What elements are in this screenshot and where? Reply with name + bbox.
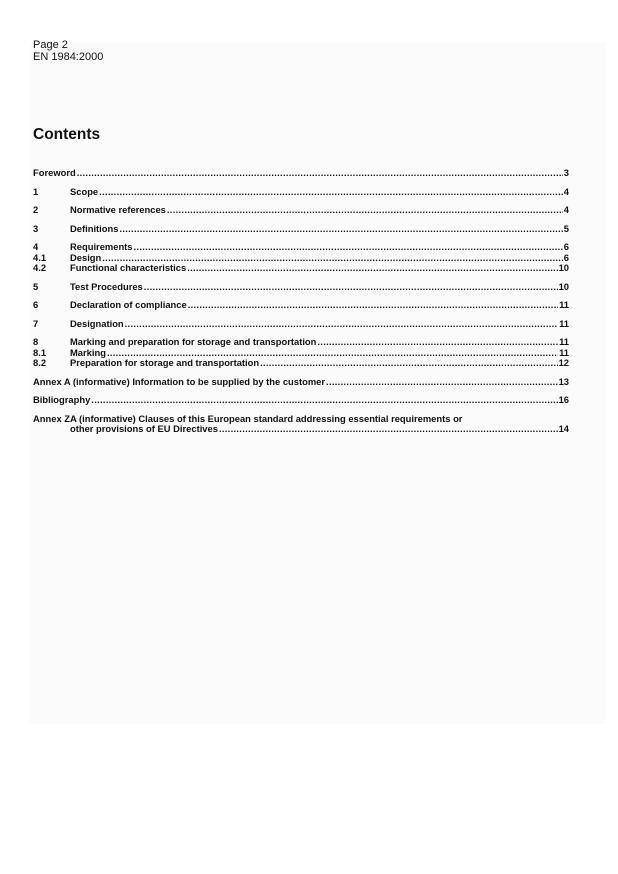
- toc-entry-page: 11: [559, 346, 569, 358]
- toc-entry-title: Annex ZA (informative) Clauses of this European standard addressing essential requirements or: [33, 412, 463, 424]
- toc-leader: [167, 205, 563, 216]
- toc-leader: [119, 224, 562, 235]
- toc-entry-page: 10: [558, 262, 569, 273]
- toc-leader: [91, 395, 557, 406]
- toc-entry-annex-a[interactable]: [33, 377, 569, 388]
- toc-entry-number: 4.1: [33, 251, 47, 263]
- toc-entry-number: 2: [33, 204, 39, 215]
- toc-entry-title: Requirements: [70, 241, 133, 252]
- toc-entry-page: 14: [558, 423, 569, 434]
- contents-heading: Contents: [33, 126, 101, 143]
- toc-entry-number: 8.2: [33, 357, 47, 368]
- toc-entry-preparation-for-storage[interactable]: [33, 358, 569, 369]
- toc-entry-page: 13: [558, 375, 569, 387]
- page-header: [33, 39, 103, 63]
- toc-leader: [144, 282, 558, 293]
- toc-leader: [125, 319, 558, 330]
- toc-entry-title: Definitions: [70, 222, 119, 234]
- toc-entry-title: Bibliography: [33, 394, 91, 405]
- toc-leader: [134, 242, 563, 253]
- toc-entry-title: Annex A (informative) Information to be supplied by the customer: [33, 375, 326, 387]
- toc-entry-number: 8.1: [33, 346, 47, 358]
- table-of-contents: [33, 168, 569, 435]
- toc-entry-requirements[interactable]: [33, 242, 569, 253]
- toc-entry-scope[interactable]: [33, 187, 569, 198]
- toc-entry-title: Functional characteristics: [70, 262, 187, 273]
- toc-entry-page: 4: [563, 204, 569, 215]
- toc-entry-title: Preparation for storage and transportation: [70, 357, 260, 368]
- toc-entry-number: 7: [33, 317, 39, 329]
- toc-leader: [326, 377, 558, 388]
- toc-leader: [219, 424, 558, 435]
- toc-entry-test-procedures[interactable]: [33, 282, 569, 293]
- toc-leader: [99, 187, 563, 198]
- toc-entry-number: 6: [33, 299, 39, 310]
- toc-entry-title-continued: other provisions of EU Directives: [70, 423, 218, 434]
- toc-entry-annex-za-continued[interactable]: [33, 424, 569, 435]
- toc-entry-page: 11: [559, 336, 569, 347]
- toc-entry-page: 6: [563, 241, 569, 252]
- toc-entry-number: 1: [33, 185, 39, 197]
- toc-entry-title: Declaration of compliance: [70, 299, 187, 310]
- toc-entry-title: Normative references: [70, 204, 166, 215]
- toc-entry-normative-references[interactable]: [33, 205, 569, 216]
- toc-entry-designation[interactable]: [33, 319, 569, 330]
- toc-entry-title: Marking and preparation for storage and transportation: [70, 336, 317, 347]
- toc-entry-page: 10: [558, 280, 569, 292]
- toc-entry-marking-and-preparation[interactable]: [33, 337, 569, 348]
- toc-leader: [260, 358, 557, 369]
- toc-leader: [187, 263, 557, 274]
- page-number-label: Page 2: [33, 39, 68, 51]
- toc-entry-number: 5: [33, 280, 39, 292]
- toc-entry-page: 11: [559, 317, 569, 329]
- toc-leader: [317, 337, 558, 348]
- toc-entry-page: 12: [558, 357, 569, 368]
- toc-entry-foreword[interactable]: [33, 168, 569, 179]
- toc-entry-functional-characteristics[interactable]: [33, 263, 569, 274]
- toc-entry-number: 8: [33, 336, 39, 347]
- toc-entry-declaration-of-compliance[interactable]: [33, 300, 569, 311]
- toc-entry-page: 3: [563, 167, 569, 178]
- toc-entry-page: 4: [563, 185, 569, 197]
- toc-entry-number: 4.2: [33, 262, 47, 273]
- toc-entry-page: 5: [563, 222, 569, 234]
- toc-leader: [77, 168, 563, 179]
- toc-entry-page: 6: [563, 251, 569, 263]
- toc-entry-number: 4: [33, 241, 39, 252]
- toc-entry-number: 3: [33, 222, 39, 234]
- toc-entry-title: Designation: [70, 317, 124, 329]
- toc-entry-definitions[interactable]: [33, 224, 569, 235]
- toc-leader: [188, 300, 558, 311]
- toc-entry-title: Test Procedures: [70, 280, 143, 292]
- toc-entry-page: 11: [559, 299, 569, 310]
- toc-entry-title: Marking: [70, 346, 106, 358]
- toc-entry-title: Scope: [70, 185, 99, 197]
- toc-entry-page: 16: [558, 394, 569, 405]
- standard-id-label: EN 1984:2000: [33, 51, 104, 63]
- toc-entry-title: Design: [70, 251, 102, 263]
- toc-entry-title: Foreword: [33, 167, 76, 178]
- toc-entry-bibliography[interactable]: [33, 395, 569, 406]
